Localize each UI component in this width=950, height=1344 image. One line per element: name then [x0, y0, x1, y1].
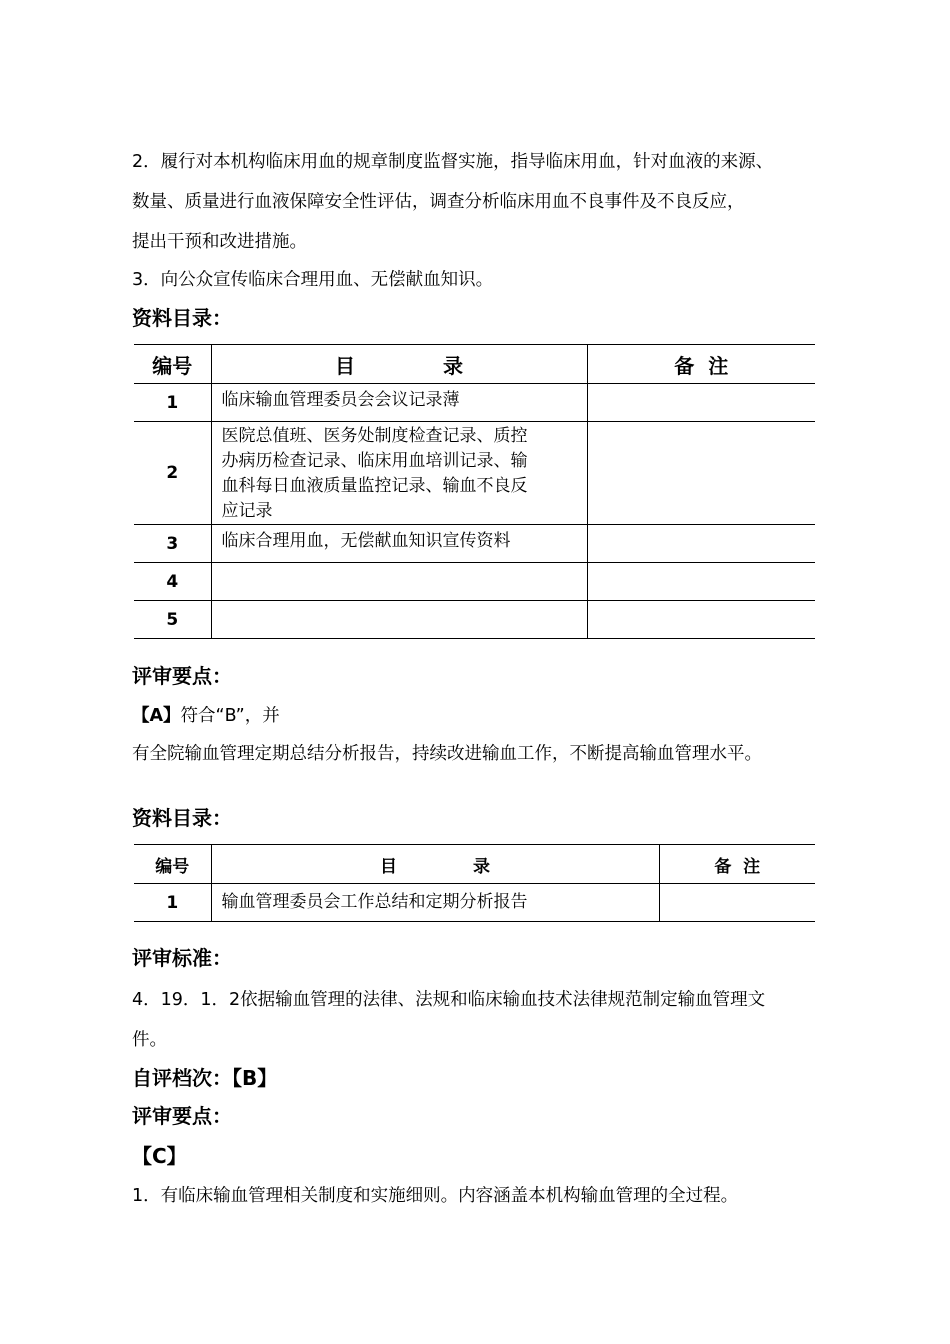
- table-row: [134, 384, 815, 422]
- review-points-title-2: 评审要点：: [132, 1104, 232, 1128]
- table-header-row: [134, 345, 815, 384]
- table-header-row: [134, 845, 815, 884]
- header-catalog: [211, 845, 659, 884]
- table-row: [134, 422, 815, 525]
- header-catalog-left: 目: [335, 353, 355, 378]
- table-row: [134, 884, 815, 922]
- row-remark: [587, 563, 815, 601]
- row-remark: [659, 884, 815, 922]
- table-row: [134, 601, 815, 639]
- section1-title: 资料目录：: [132, 306, 232, 330]
- grade-a-bracket: 【A】: [132, 706, 181, 726]
- row-remark: [587, 422, 815, 525]
- grade-a-text: 符合“B”，并: [180, 706, 280, 726]
- grade-a-description: 有全院输血管理定期总结分析报告，持续改进输血工作，不断提高输血管理水平。: [132, 744, 762, 764]
- row-num: 1: [134, 884, 211, 922]
- para1-line1: 2．履行对本机构临床用血的规章制度监督实施，指导临床用血，针对血液的来源、: [132, 152, 774, 172]
- header-catalog-right: 录: [473, 856, 490, 877]
- grade-a-line: [132, 704, 280, 728]
- row-content: [211, 601, 587, 639]
- standard-line2: 件。: [132, 1030, 167, 1050]
- para1-line3: 提出干预和改进措施。: [132, 232, 307, 252]
- grade-c: 【C】: [132, 1144, 187, 1168]
- section2-title: 资料目录：: [132, 806, 232, 830]
- catalog-table-1: [134, 344, 815, 639]
- row-content: 输血管理委员会工作总结和定期分析报告: [211, 884, 659, 922]
- catalog-table-2: [134, 844, 815, 922]
- row-remark: [587, 601, 815, 639]
- row-content: [211, 563, 587, 601]
- row-num: 5: [134, 601, 211, 639]
- row-content: 临床输血管理委员会会议记录薄: [211, 384, 587, 422]
- review-standard-title: 评审标准：: [132, 946, 232, 970]
- para1-line2: 数量、质量进行血液保障安全性评估，调查分析临床用血不良事件及不良反应，: [132, 192, 745, 212]
- header-catalog: [211, 345, 587, 384]
- header-remark: 备 注: [659, 845, 815, 884]
- header-num: 编号: [134, 345, 211, 384]
- header-num: 编号: [134, 845, 211, 884]
- row-content: [211, 422, 587, 525]
- row-content-line: 血科每日血液质量监控记录、输血不良反: [221, 476, 528, 496]
- row-content-line: 办病历检查记录、临床用血培训记录、输: [221, 451, 528, 471]
- row-content-line: 医院总值班、医务处制度检查记录、质控: [221, 426, 528, 446]
- row-remark: [587, 525, 815, 563]
- row-num: 1: [134, 384, 211, 422]
- standard-line1: 4．19．1．2依据输血管理的法律、法规和临床输血技术法律规范制定输血管理文: [132, 990, 766, 1010]
- header-remark: 备 注: [587, 345, 815, 384]
- header-catalog-left: 目: [380, 856, 397, 877]
- row-num: 4: [134, 563, 211, 601]
- review-points-title-1: 评审要点：: [132, 664, 232, 688]
- para1-line4: 3．向公众宣传临床合理用血、无偿献血知识。: [132, 270, 494, 290]
- row-content-line: 应记录: [221, 501, 273, 521]
- row-num: 3: [134, 525, 211, 563]
- row-remark: [587, 384, 815, 422]
- item-c1: 1．有临床输血管理相关制度和实施细则。内容涵盖本机构输血管理的全过程。: [132, 1186, 739, 1206]
- row-num: 2: [134, 422, 211, 525]
- table-row: [134, 525, 815, 563]
- table-row: [134, 563, 815, 601]
- header-catalog-right: 录: [443, 353, 463, 378]
- row-content: 临床合理用血，无偿献血知识宣传资料: [211, 525, 587, 563]
- self-evaluation: 自评档次：【B】: [132, 1066, 278, 1090]
